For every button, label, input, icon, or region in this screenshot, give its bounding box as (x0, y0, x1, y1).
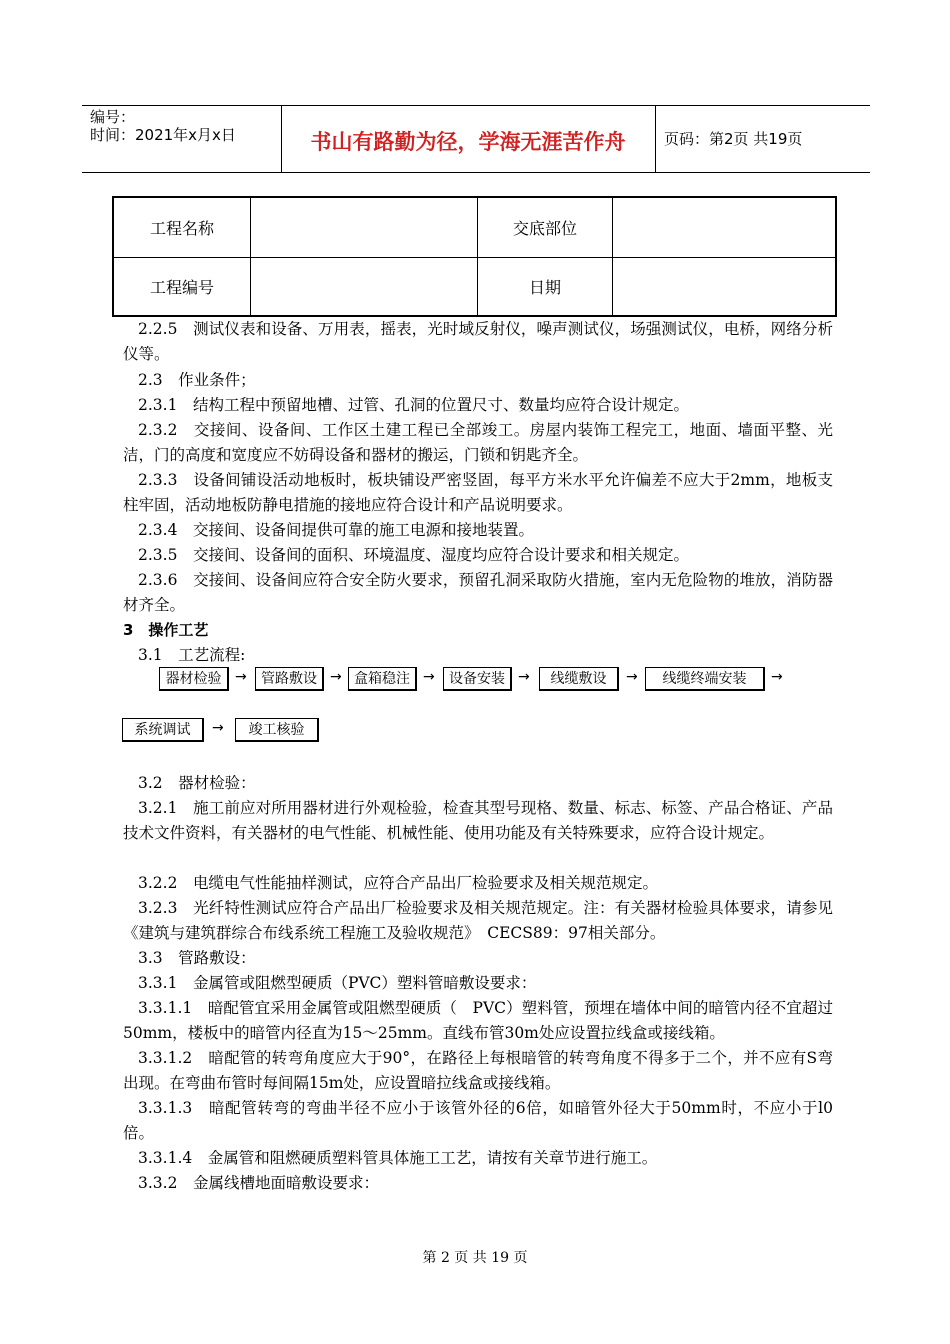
para-2-2-5: 2.2.5 测试仪表和设备、万用表，摇表，光时域反射仪，噪声测试仪，场强测试仪，电桥，网络分析仪等。 (123, 320, 833, 364)
para-3-3-1-4: 3.3.1.4 金属管和阻燃硬质塑料管具体施工工艺，请按有关章节进行施工。 (138, 1149, 658, 1167)
flow-step-box-fixing: 盒箱稳注 (348, 667, 417, 691)
para-3-2-1: 3.2.1 施工前应对所用器材进行外观检验，检查其型号现格、数量、标志、标签、产品合格证、产品技术文件资料，有关器材的电气性能、机械性能、使用功能及有关特殊要求，应符合设计规定。 (123, 799, 833, 843)
project-info-table (112, 196, 837, 317)
section-heading-3: 3 操作工艺 (123, 621, 209, 639)
flow-arrow: → (771, 669, 783, 685)
para-3-2-2: 3.2.2 电缆电气性能抽样测试，应符合产品出厂检验要求及相关规范规定。 (138, 874, 658, 892)
flow-step-cable-termination: 线缆终端安装 (645, 667, 765, 691)
para-3-3-1-1: 3.3.1.1 暗配管宜采用金属管或阻燃型硬质（ PVC）塑料管，预埋在墙体中间的暗管内径不宜超过50mm，楼板中的暗管内径直为15～25mm。直线布管30m处应设置拉线盒或接线箱。 (123, 999, 833, 1043)
flow-step-equipment-install: 设备安装 (443, 667, 512, 691)
part-value (613, 197, 837, 257)
flow-step-system-debug: 系统调试 (122, 718, 204, 742)
part-label: 交底部位 (478, 197, 613, 257)
date-label: 日期 (478, 257, 613, 316)
flow-arrow: → (212, 720, 224, 736)
project-name-value (251, 197, 478, 257)
para-2-3-4: 2.3.4 交接间、设备间提供可靠的施工电源和接地装置。 (138, 521, 534, 539)
para-3-3-1: 3.3.1 金属管或阻燃型硬质（PVC）塑料管暗敷设要求： (138, 974, 537, 992)
header-divider (655, 105, 656, 172)
project-name-label: 工程名称 (113, 197, 251, 257)
project-no-value (251, 257, 478, 316)
flow-arrow: → (330, 669, 342, 685)
header-time-label: 时间：2021年x月x日 (90, 126, 236, 144)
flow-arrow: → (626, 669, 638, 685)
para-2-3-5: 2.3.5 交接间、设备间的面积、环境温度、湿度均应符合设计要求和相关规定。 (138, 546, 689, 564)
header-code-label: 编号： (90, 108, 136, 126)
para-3-3: 3.3 管路敷设： (138, 949, 256, 967)
flow-step-acceptance: 竣工核验 (235, 718, 319, 742)
para-2-3-2: 2.3.2 交接间、设备间、工作区土建工程已全部竣工。房屋内装饰工程完工，地面、墙面平整、光洁，门的高度和宽度应不妨碍设备和器材的搬运，门锁和钥匙齐全。 (123, 421, 833, 465)
flow-step-cable-laying: 线缆敷设 (539, 667, 619, 691)
flow-step-pipe-laying: 管路敷设 (255, 667, 324, 691)
para-3-1: 3.1 工艺流程: (138, 646, 246, 664)
para-3-3-1-2: 3.3.1.2 暗配管的转弯角度应大于90°，在路径上每根暗管的转弯角度不得多于二个，并不应有S弯出现。在弯曲布管时每间隔15m处，应设置暗拉线盒或接线箱。 (123, 1049, 833, 1093)
para-2-3-1: 2.3.1 结构工程中预留地槽、过管、孔洞的位置尺寸、数量均应符合设计规定。 (138, 396, 689, 414)
para-3-3-2: 3.3.2 金属线槽地面暗敷设要求： (138, 1174, 379, 1192)
header-top-rule (82, 105, 870, 106)
page-footer: 第 2 页 共 19 页 (422, 1250, 528, 1266)
para-2-3: 2.3 作业条件； (138, 371, 256, 389)
date-value (613, 257, 837, 316)
flow-arrow: → (235, 669, 247, 685)
flow-arrow: → (518, 669, 530, 685)
para-3-3-1-3: 3.3.1.3 暗配管转弯的弯曲半径不应小于该管外径的6倍，如暗管外径大于50mm时，不应小于l0倍。 (123, 1099, 833, 1143)
flow-step-material-check: 器材检验 (159, 667, 229, 691)
header-motto: 书山有路勤为径，学海无涯苦作舟 (310, 130, 626, 154)
para-3-2-3: 3.2.3 光纤特性测试应符合产品出厂检验要求及相关规范规定。注：有关器材检验具体要求，请参见《建筑与建筑群综合布线系统工程施工及验收规范》 CECS89：97相关部分。 (123, 899, 833, 943)
para-3-2: 3.2 器材检验： (138, 774, 256, 792)
project-no-label: 工程编号 (113, 257, 251, 316)
flow-arrow: → (423, 669, 435, 685)
para-2-3-6: 2.3.6 交接间、设备间应符合安全防火要求，预留孔洞采取防火措施，室内无危险物的堆放，消防器材齐全。 (123, 571, 833, 615)
header-bottom-rule (82, 172, 870, 173)
header-page-info: 页码：第2页 共19页 (664, 130, 803, 148)
para-2-3-3: 2.3.3 设备间铺设活动地板时，板块铺设严密竖固，每平方米水平允许偏差不应大于2mm，地板支柱牢固，活动地板防静电措施的接地应符合设计和产品说明要求。 (123, 471, 833, 515)
